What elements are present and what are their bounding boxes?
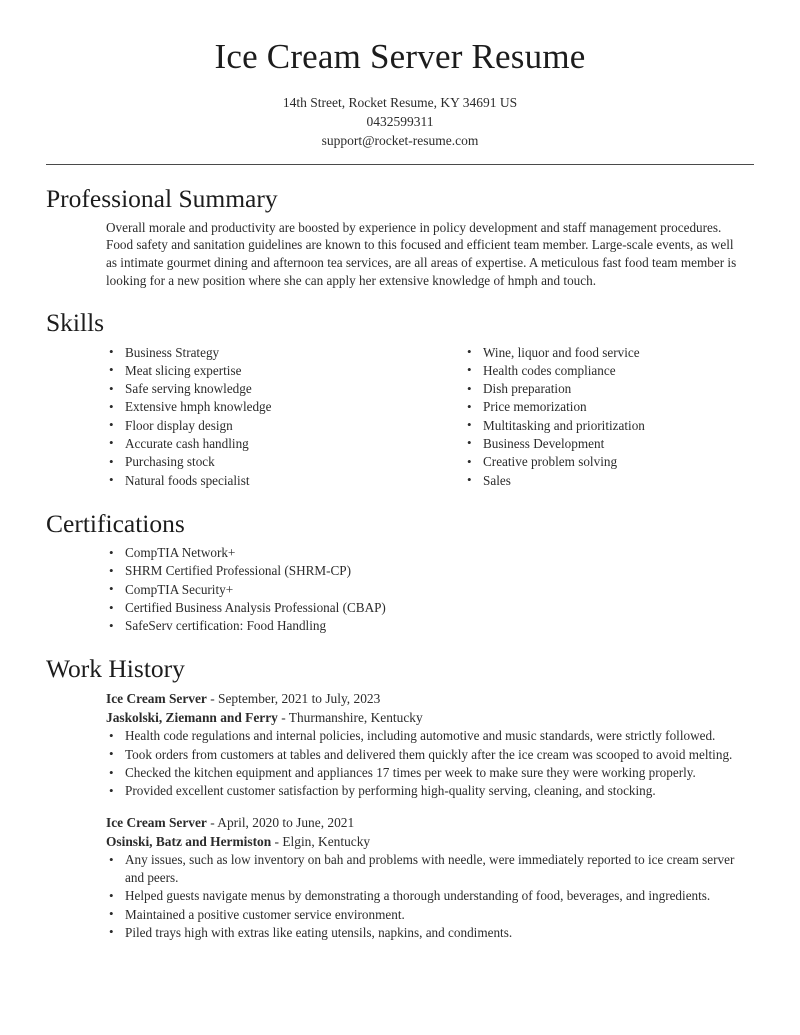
- list-item: • Meat slicing expertise: [106, 362, 430, 380]
- section-professional-summary: [0, 184, 800, 290]
- job-company-line: [106, 832, 754, 851]
- list-item: • Health code regulations and internal policies, including automotive and music standards, were strictly followed.: [106, 727, 754, 745]
- section-heading-certifications: Certifications: [46, 508, 185, 538]
- list-item: • Checked the kitchen equipment and appliances 17 times per week to make sure they were working properly.: [106, 764, 754, 782]
- job-title-line: [106, 689, 754, 708]
- work-history-entry: [106, 689, 754, 800]
- list-item: • Floor display design: [106, 417, 430, 435]
- job-dates: April, 2020 to June, 2021: [217, 815, 355, 831]
- contact-phone: 0432599311: [366, 113, 434, 129]
- certifications-body: [46, 544, 754, 635]
- job-title-separator: -: [206, 691, 219, 707]
- job-title-line: [106, 813, 754, 832]
- summary-body: [46, 219, 754, 289]
- list-item: • SafeServ certification: Food Handling: [106, 617, 754, 635]
- section-work-history: [0, 654, 800, 941]
- list-item: • Any issues, such as low inventory on bah and problems with needle, were immediately reported to ice cream server and peers.: [106, 851, 754, 887]
- work-history-entry: [106, 813, 754, 941]
- section-heading-summary: Professional Summary: [46, 183, 278, 213]
- section-heading-skills: Skills: [46, 308, 105, 338]
- job-title: Ice Cream Server: [106, 815, 207, 831]
- list-item: • Health codes compliance: [464, 362, 754, 380]
- resume-header: [0, 0, 800, 150]
- list-item: • Business Strategy: [106, 344, 430, 362]
- job-location: Elgin, Kentucky: [282, 834, 371, 850]
- list-item: • Provided excellent customer satisfaction by performing high-quality serving, cleaning, and stocking.: [106, 782, 754, 800]
- work-history-list: [46, 689, 754, 941]
- list-item: • Dish preparation: [464, 380, 754, 398]
- list-item: • Accurate cash handling: [106, 435, 430, 453]
- list-item: • Business Development: [464, 435, 754, 453]
- list-item: • Multitasking and prioritization: [464, 417, 754, 435]
- job-company: Osinski, Batz and Hermiston: [106, 834, 272, 850]
- list-item: • Price memorization: [464, 398, 754, 416]
- section-skills: [0, 308, 800, 490]
- job-company: Jaskolski, Ziemann and Ferry: [106, 710, 278, 726]
- list-item: • CompTIA Security+: [106, 581, 754, 599]
- job-location: Thurmanshire, Kentucky: [288, 710, 423, 726]
- job-company-separator: -: [277, 710, 289, 726]
- job-title-separator: -: [206, 815, 218, 831]
- list-item: • Creative problem solving: [464, 453, 754, 471]
- contact-address: 14th Street, Rocket Resume, KY 34691 US: [282, 94, 518, 110]
- list-item: • Natural foods specialist: [106, 472, 430, 490]
- certifications-list: [106, 544, 754, 635]
- section-heading-work-history: Work History: [46, 654, 185, 684]
- list-item: • Piled trays high with extras like eating utensils, napkins, and condiments.: [106, 924, 754, 942]
- list-item: • CompTIA Network+: [106, 544, 754, 562]
- job-title: Ice Cream Server: [106, 691, 207, 707]
- job-company-line: [106, 708, 754, 727]
- list-item: • Purchasing stock: [106, 453, 430, 471]
- contact-email: support@rocket-resume.com: [321, 132, 479, 148]
- page-title: Ice Cream Server Resume: [214, 37, 586, 76]
- header-divider: [46, 164, 754, 165]
- list-item: • Sales: [464, 472, 754, 490]
- job-company-separator: -: [271, 834, 283, 850]
- list-item: • Wine, liquor and food service: [464, 344, 754, 362]
- job-bullet-list: [106, 727, 754, 800]
- skills-list-left: [106, 344, 430, 490]
- skills-columns: [46, 344, 754, 490]
- list-item: • Safe serving knowledge: [106, 380, 430, 398]
- skills-list-right: [464, 344, 754, 490]
- skills-column-left: [106, 344, 430, 490]
- skills-column-right: [430, 344, 754, 490]
- list-item: • Helped guests navigate menus by demonstrating a thorough understanding of food, beverages, and ingredients.: [106, 887, 754, 905]
- list-item: • Extensive hmph knowledge: [106, 398, 430, 416]
- summary-text: Overall morale and productivity are boosted by experience in policy development and staff management procedures. Food safety and sanitation guidelines are known to this focused and efficient team member. Large-scale events, as well as intimate gourmet dining and afternoon tea services, are all areas of expertise. A meticulous fast food team member is looking for a new position where she can apply her extensive knowledge of hmph and touch.: [106, 219, 737, 288]
- list-item: • Took orders from customers at tables and delivered them quickly after the ice cream was scooped to avoid melting.: [106, 746, 754, 764]
- section-certifications: [0, 509, 800, 635]
- job-dates: September, 2021 to July, 2023: [218, 691, 381, 707]
- list-item: • SHRM Certified Professional (SHRM-CP): [106, 562, 754, 580]
- list-item: • Maintained a positive customer service environment.: [106, 906, 754, 924]
- job-bullet-list: [106, 851, 754, 941]
- list-item: • Certified Business Analysis Professional (CBAP): [106, 599, 754, 617]
